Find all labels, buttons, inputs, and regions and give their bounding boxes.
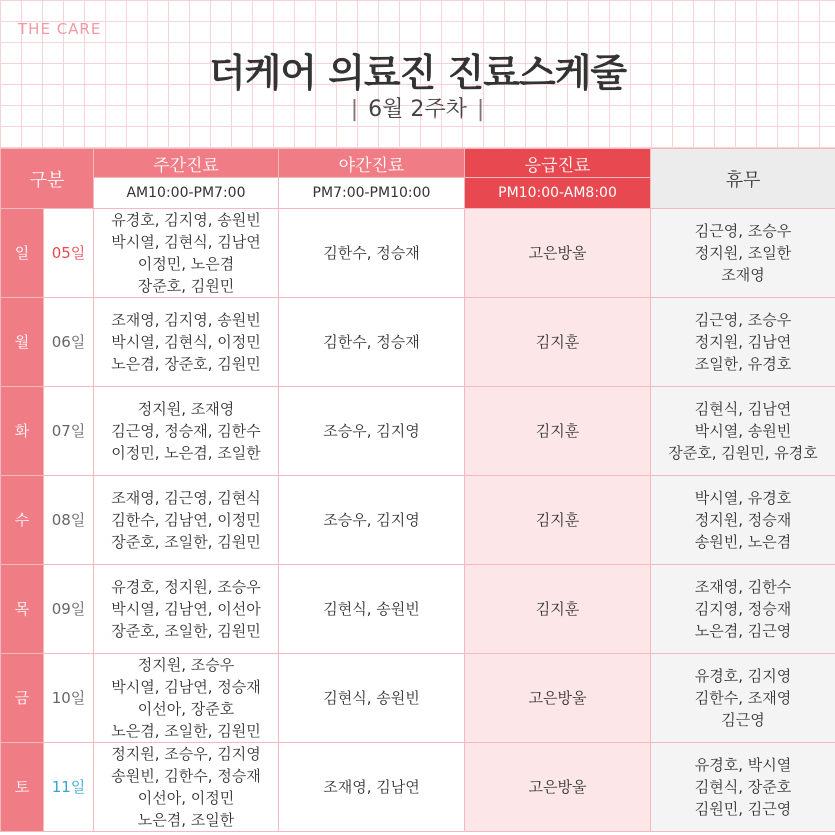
date-label: 06일 (44, 298, 94, 387)
staff-line: 정지원, 조승우, 김지영 (111, 745, 261, 763)
date-label: 11일 (44, 743, 94, 832)
day-shift-header: 주간진료 (94, 149, 279, 178)
staff-line: 장준호, 조일한, 김원민 (111, 533, 261, 551)
staff-line: 박시열, 김남연, 정승재 (111, 678, 261, 696)
staff-line: 박시열, 김현식, 김남연 (111, 233, 261, 251)
schedule-row (1, 298, 835, 387)
staff-line: 박시열, 송원빈 (694, 422, 792, 440)
staff-line: 유경호, 김지영, 송원빈 (111, 211, 261, 229)
day-shift-staff (94, 743, 279, 832)
emergency-hours: PM10:00-AM8:00 (465, 178, 651, 209)
off-staff (651, 298, 835, 387)
night-shift-staff: 김현식, 송원빈 (279, 565, 465, 654)
off-staff (651, 654, 835, 743)
off-staff (651, 565, 835, 654)
emergency-staff: 김지훈 (465, 387, 651, 476)
staff-line: 유경호, 정지원, 조승우 (111, 578, 261, 596)
staff-line: 조재영, 김한수 (694, 578, 792, 596)
day-shift-staff (94, 209, 279, 298)
date-label: 09일 (44, 565, 94, 654)
staff-line: 노은겸, 장준호, 김원민 (111, 355, 261, 373)
schedule-row (1, 565, 835, 654)
day-of-week: 수 (1, 476, 44, 565)
schedule-row (1, 743, 835, 832)
night-shift-staff: 조승우, 김지영 (279, 387, 465, 476)
staff-line: 김근영, 정승재, 김한수 (111, 422, 261, 440)
staff-line: 정지원, 조일한 (694, 244, 792, 262)
day-shift-staff (94, 654, 279, 743)
day-of-week: 토 (1, 743, 44, 832)
week-label: 6월 2주차 (368, 97, 467, 122)
week-subtitle (0, 92, 835, 123)
staff-line: 김지영, 정승재 (694, 600, 792, 618)
staff-line: 조일한, 유경호 (694, 355, 792, 373)
emergency-staff: 김지훈 (465, 565, 651, 654)
staff-line: 이정민, 노은겸 (137, 255, 235, 273)
staff-line: 김근영, 조승우 (694, 222, 792, 240)
staff-line: 박시열, 김현식, 이정민 (111, 333, 261, 351)
staff-line: 노은겸, 김근영 (694, 622, 792, 640)
night-hours: PM7:00-PM10:00 (279, 178, 465, 209)
staff-line: 김현식, 장준호 (694, 778, 792, 796)
night-shift-staff: 김현식, 송원빈 (279, 654, 465, 743)
day-of-week: 목 (1, 565, 44, 654)
staff-line: 정지원, 조승우 (137, 656, 235, 674)
schedule-row (1, 387, 835, 476)
header-banner (0, 0, 835, 148)
emergency-header: 응급진료 (465, 149, 651, 178)
page-title: 더케어 의료진 진료스케줄 (208, 51, 627, 95)
off-header: 휴무 (651, 149, 835, 209)
off-staff (651, 743, 835, 832)
night-shift-staff: 김한수, 정승재 (279, 298, 465, 387)
day-hours: AM10:00-PM7:00 (94, 178, 279, 209)
date-label: 07일 (44, 387, 94, 476)
day-of-week: 금 (1, 654, 44, 743)
staff-line: 장준호, 김원민 (137, 277, 235, 295)
staff-line: 박시열, 김남연, 이선아 (111, 600, 261, 618)
staff-line: 김한수, 김남연, 이정민 (111, 511, 261, 529)
day-shift-staff (94, 387, 279, 476)
staff-line: 김현식, 김남연 (694, 400, 792, 418)
schedule-row (1, 476, 835, 565)
staff-line: 유경호, 김지영 (694, 667, 792, 685)
staff-line: 장준호, 김원민, 유경호 (668, 444, 818, 462)
date-label: 05일 (44, 209, 94, 298)
staff-line: 박시열, 유경호 (694, 489, 792, 507)
brand-logo-text: THE CARE (18, 20, 102, 38)
staff-line: 이선아, 이정민 (137, 789, 235, 807)
night-shift-header: 야간진료 (279, 149, 465, 178)
staff-line: 유경호, 박시열 (694, 756, 792, 774)
staff-line: 정지원, 조재영 (137, 400, 235, 418)
night-shift-staff: 조재영, 김남연 (279, 743, 465, 832)
off-staff (651, 387, 835, 476)
emergency-staff: 고은방울 (465, 654, 651, 743)
staff-line: 장준호, 조일한, 김원민 (111, 622, 261, 640)
staff-line: 정지원, 정승재 (694, 511, 792, 529)
schedule-table (0, 148, 835, 832)
night-shift-staff: 김한수, 정승재 (279, 209, 465, 298)
staff-line: 이정민, 노은겸, 조일한 (111, 444, 261, 462)
staff-line: 조재영, 김근영, 김현식 (111, 489, 261, 507)
day-of-week: 화 (1, 387, 44, 476)
staff-line: 노은겸, 조일한 (137, 811, 235, 829)
staff-line: 김원민, 김근영 (694, 800, 792, 818)
staff-line: 송원빈, 김한수, 정승재 (111, 767, 261, 785)
schedule-row (1, 654, 835, 743)
category-header: 구분 (1, 149, 94, 209)
emergency-staff: 김지훈 (465, 476, 651, 565)
night-shift-staff: 조승우, 김지영 (279, 476, 465, 565)
emergency-staff: 김지훈 (465, 298, 651, 387)
date-label: 10일 (44, 654, 94, 743)
staff-line: 송원빈, 노은겸 (694, 533, 792, 551)
date-label: 08일 (44, 476, 94, 565)
subtitle-divider-left: | (350, 97, 359, 122)
off-staff (651, 209, 835, 298)
day-shift-staff (94, 565, 279, 654)
emergency-staff: 고은방울 (465, 743, 651, 832)
off-staff (651, 476, 835, 565)
emergency-staff: 고은방울 (465, 209, 651, 298)
staff-line: 이선아, 장준호 (137, 700, 235, 718)
day-of-week: 월 (1, 298, 44, 387)
staff-line: 김근영 (721, 711, 765, 729)
subtitle-divider-right: | (476, 97, 485, 122)
schedule-row (1, 209, 835, 298)
staff-line: 정지원, 김남연 (694, 333, 792, 351)
day-of-week: 일 (1, 209, 44, 298)
day-shift-staff (94, 298, 279, 387)
staff-line: 조재영 (721, 266, 765, 284)
staff-line: 김한수, 조재영 (694, 689, 792, 707)
staff-line: 노은겸, 조일한, 김원민 (111, 722, 261, 740)
day-shift-staff (94, 476, 279, 565)
staff-line: 김근영, 조승우 (694, 311, 792, 329)
staff-line: 조재영, 김지영, 송원빈 (111, 311, 261, 329)
